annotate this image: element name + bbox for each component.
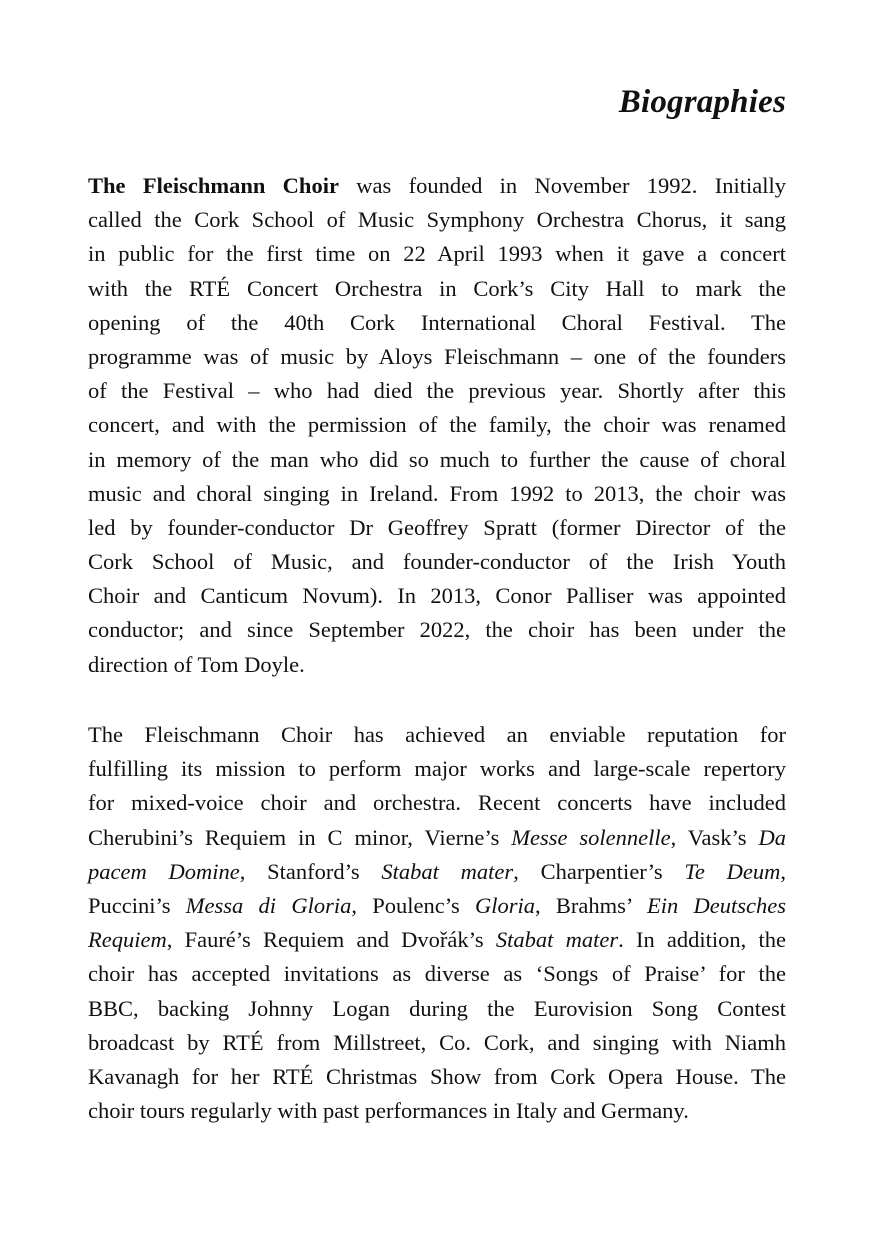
text-line: Choir and Canticum Novum). In 2013, Conor Palliser was appointed	[88, 583, 786, 609]
work-title: pacem Domine	[88, 858, 240, 884]
text-line: called the Cork School of Music Symphony Orchestra Chorus, it sang	[88, 207, 786, 233]
work-title: Messe solennelle	[511, 824, 671, 850]
work-title: Stabat mater	[495, 927, 619, 953]
text-line: concert, and with the permission of the family, the choir was renamed	[88, 412, 786, 438]
text-line: choir tours regularly with past performances in Italy and Germany.	[88, 1098, 689, 1124]
text-line: for mixed-voice choir and orchestra. Recent concerts have included	[88, 790, 786, 816]
text-line: in memory of the man who did so much to further the cause of choral	[88, 446, 786, 472]
text-line: Cork School of Music, and founder-conductor of the Irish Youth	[88, 549, 786, 575]
work-title: Messa di Gloria	[185, 892, 352, 918]
text-line: broadcast by RTÉ from Millstreet, Co. Cork, and singing with Niamh	[88, 1029, 786, 1055]
page-title: Biographies	[618, 84, 786, 120]
work-title: Ein Deutsches	[647, 892, 787, 918]
text-line: with the RTÉ Concert Orchestra in Cork’s City Hall to mark the	[88, 275, 786, 301]
text-line: Puccini’s Messa di Gloria, Poulenc’s Gloria, Brahms’ Ein Deutsches	[88, 892, 787, 918]
work-title: Da	[758, 824, 786, 850]
work-title: Requiem	[88, 927, 167, 953]
text-line: led by founder-conductor Dr Geoffrey Spratt (former Director of the	[88, 514, 786, 540]
choir-name-bold: The Fleischmann Choir	[88, 173, 339, 198]
text-line: of the Festival – who had died the previous year. Shortly after this	[88, 378, 786, 404]
work-title: Stabat mater	[381, 858, 514, 884]
text-line: music and choral singing in Ireland. From 1992 to 2013, the choir was	[88, 480, 786, 506]
text-line: pacem Domine, Stanford’s Stabat mater, Charpentier’s Te Deum,	[88, 858, 786, 884]
text-line: programme was of music by Aloys Fleischmann – one of the founders	[88, 343, 786, 369]
paragraph-history	[88, 169, 786, 682]
text-line: The Fleischmann Choir was founded in November 1992. Initially	[88, 173, 786, 198]
text-line: opening of the 40th Cork International Choral Festival. The	[88, 309, 786, 335]
text-line: choir has accepted invitations as diverse as ‘Songs of Praise’ for the	[88, 961, 786, 987]
text-line: The Fleischmann Choir has achieved an enviable reputation for	[88, 722, 786, 747]
text-line: Kavanagh for her RTÉ Christmas Show from Cork Opera House. The	[88, 1063, 786, 1089]
text-line: direction of Tom Doyle.	[88, 651, 305, 677]
text-line: in public for the first time on 22 April 1993 when it gave a concert	[88, 241, 786, 267]
work-title: Te Deum	[684, 858, 781, 884]
text-line: conductor; and since September 2022, the choir has been under the	[88, 617, 786, 643]
text-line: fulfilling its mission to perform major works and large-scale repertory	[88, 756, 786, 782]
text-line: Requiem, Fauré’s Requiem and Dvořák’s Stabat mater. In addition, the	[88, 927, 786, 953]
text-line: BBC, backing Johnny Logan during the Eurovision Song Contest	[88, 995, 786, 1021]
work-title: Gloria	[475, 892, 536, 918]
text-line: Cherubini’s Requiem in C minor, Vierne’s Messe solennelle, Vask’s Da	[88, 824, 786, 850]
paragraph-repertoire	[88, 718, 786, 1128]
